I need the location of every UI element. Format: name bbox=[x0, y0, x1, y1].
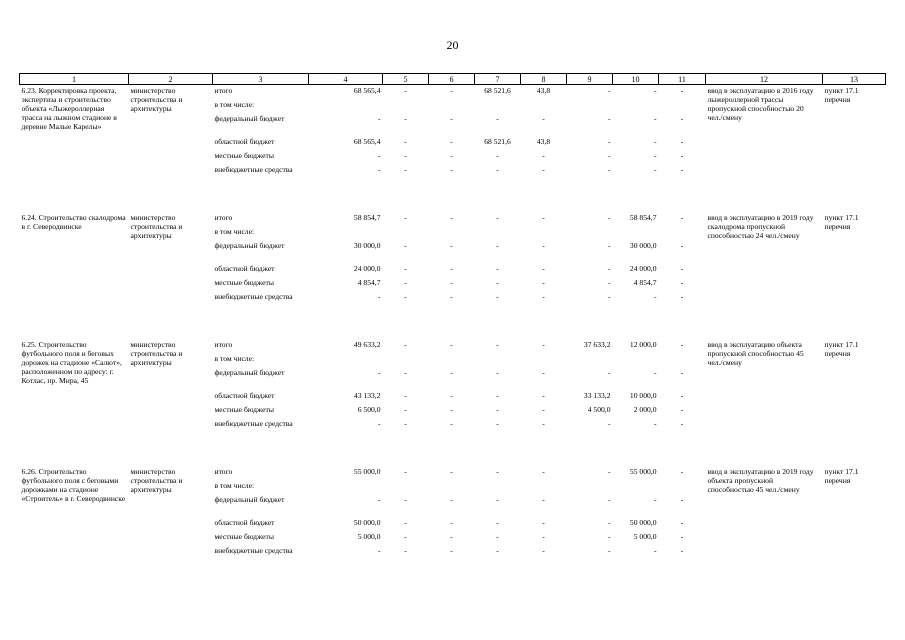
amount-cell: - bbox=[653, 368, 657, 377]
amount-cell: - bbox=[404, 391, 407, 400]
funding-source-label: в том числе: bbox=[214, 354, 255, 363]
amount-cell: - bbox=[450, 292, 453, 301]
column-header: 9 bbox=[567, 74, 613, 85]
amount-cell: - bbox=[404, 467, 407, 476]
amount-cell: - bbox=[542, 213, 545, 222]
amount-cell: - bbox=[680, 264, 684, 273]
amount-cell: - bbox=[607, 151, 611, 160]
amount-cell: - bbox=[680, 114, 684, 123]
funding-source-label: внебюджетные средства bbox=[214, 165, 293, 174]
amount-cell bbox=[567, 226, 613, 240]
amount-cell: - bbox=[680, 241, 684, 250]
funding-source-label: областной бюджет bbox=[214, 391, 275, 400]
amount-cell: - bbox=[404, 532, 407, 541]
column-number-header-row bbox=[20, 74, 886, 85]
amount-cell bbox=[567, 353, 613, 367]
amount-cell: 4 500,0 bbox=[587, 405, 611, 414]
amount-cell: - bbox=[404, 114, 407, 123]
amount-cell: - bbox=[680, 151, 684, 160]
amount-cell: - bbox=[377, 419, 381, 428]
amount-cell: 55 000,0 bbox=[353, 467, 381, 476]
amount-cell bbox=[613, 353, 659, 367]
section-spacer bbox=[20, 314, 886, 339]
amount-cell: - bbox=[496, 368, 499, 377]
amount-cell: - bbox=[377, 495, 381, 504]
amount-cell: - bbox=[607, 137, 611, 146]
funding-source-label: итого bbox=[214, 467, 233, 476]
amount-cell: - bbox=[542, 278, 545, 287]
amount-cell: - bbox=[542, 114, 545, 123]
amount-cell: - bbox=[496, 114, 499, 123]
amount-cell: - bbox=[404, 340, 407, 349]
column-header: 8 bbox=[521, 74, 567, 85]
amount-cell: 68 521,6 bbox=[484, 137, 511, 146]
amount-cell: 33 133,2 bbox=[583, 391, 611, 400]
amount-cell: - bbox=[542, 518, 545, 527]
funding-source-label: местные бюджеты bbox=[214, 278, 274, 287]
program-table bbox=[19, 73, 886, 568]
amount-cell: - bbox=[496, 419, 499, 428]
amount-cell: - bbox=[450, 495, 453, 504]
funding-source-label: федеральный бюджет bbox=[214, 114, 285, 123]
amount-cell: 2 000,0 bbox=[633, 405, 657, 414]
amount-cell: - bbox=[680, 391, 684, 400]
amount-cell: 6 500,0 bbox=[357, 405, 381, 414]
amount-cell: - bbox=[496, 213, 499, 222]
amount-cell: - bbox=[404, 241, 407, 250]
amount-cell: - bbox=[653, 151, 657, 160]
funding-source-label: в том числе: bbox=[214, 227, 255, 236]
amount-cell: - bbox=[680, 213, 684, 222]
amount-cell: - bbox=[450, 368, 453, 377]
amount-cell: - bbox=[404, 292, 407, 301]
amount-cell: - bbox=[404, 368, 407, 377]
amount-cell bbox=[521, 226, 567, 240]
column-header: 11 bbox=[659, 74, 706, 85]
amount-cell: - bbox=[653, 165, 657, 174]
amount-cell: - bbox=[607, 292, 611, 301]
column-header: 10 bbox=[613, 74, 659, 85]
amount-cell: - bbox=[607, 241, 611, 250]
amount-cell bbox=[613, 226, 659, 240]
amount-cell: - bbox=[653, 86, 657, 95]
amount-cell: - bbox=[496, 467, 499, 476]
amount-cell: 43 133,2 bbox=[353, 391, 381, 400]
table-row bbox=[20, 85, 886, 100]
amount-cell: 58 854,7 bbox=[353, 213, 381, 222]
funding-source-label: федеральный бюджет bbox=[214, 368, 285, 377]
amount-cell: - bbox=[404, 405, 407, 414]
amount-cell bbox=[429, 480, 475, 494]
funding-source-label: итого bbox=[214, 213, 233, 222]
amount-cell: - bbox=[496, 165, 499, 174]
amount-cell: - bbox=[680, 340, 684, 349]
column-header: 13 bbox=[823, 74, 886, 85]
amount-cell: 5 000,0 bbox=[357, 532, 381, 541]
funding-source-label: внебюджетные средства bbox=[214, 546, 293, 555]
column-header: 12 bbox=[706, 74, 823, 85]
amount-cell: - bbox=[542, 165, 545, 174]
amount-cell: - bbox=[680, 292, 684, 301]
amount-cell bbox=[521, 480, 567, 494]
amount-cell: 37 633,2 bbox=[583, 340, 611, 349]
amount-cell: - bbox=[542, 368, 545, 377]
amount-cell: - bbox=[450, 419, 453, 428]
amount-cell: 43,8 bbox=[536, 86, 551, 95]
amount-cell bbox=[383, 480, 429, 494]
amount-cell: - bbox=[680, 467, 684, 476]
amount-cell bbox=[613, 480, 659, 494]
amount-cell: - bbox=[377, 368, 381, 377]
amount-cell: - bbox=[404, 495, 407, 504]
amount-cell: 43,8 bbox=[536, 137, 551, 146]
amount-cell bbox=[521, 99, 567, 113]
amount-cell: - bbox=[404, 518, 407, 527]
amount-cell: 68 521,6 bbox=[484, 86, 511, 95]
amount-cell: 10 000,0 bbox=[629, 391, 657, 400]
amount-cell: - bbox=[653, 137, 657, 146]
amount-cell: - bbox=[542, 546, 545, 555]
section-title: 6.25. Строительство футбольного поля и беговых дорожек на стадионе «Салют», расположенном по адресу: г. Котлас, пр. Мира, 45 bbox=[21, 340, 122, 385]
amount-cell: 50 000,0 bbox=[353, 518, 381, 527]
funding-source-label: в том числе: bbox=[214, 481, 255, 490]
executor: министерство строительства и архитектуры bbox=[130, 86, 183, 113]
amount-cell: - bbox=[542, 292, 545, 301]
amount-cell: 5 000,0 bbox=[633, 532, 657, 541]
amount-cell: 68 565,4 bbox=[353, 86, 381, 95]
amount-cell: - bbox=[450, 467, 453, 476]
amount-cell: 49 633,2 bbox=[353, 340, 381, 349]
amount-cell: - bbox=[496, 292, 499, 301]
amount-cell: - bbox=[653, 546, 657, 555]
amount-cell: - bbox=[496, 151, 499, 160]
amount-cell: - bbox=[680, 419, 684, 428]
amount-cell: - bbox=[542, 419, 545, 428]
amount-cell: - bbox=[607, 532, 611, 541]
amount-cell bbox=[309, 99, 383, 113]
amount-cell bbox=[475, 99, 521, 113]
amount-cell: - bbox=[607, 278, 611, 287]
amount-cell: - bbox=[450, 546, 453, 555]
column-header: 7 bbox=[475, 74, 521, 85]
amount-cell: 4 854,7 bbox=[357, 278, 381, 287]
amount-cell: - bbox=[450, 213, 453, 222]
funding-source-label: областной бюджет bbox=[214, 264, 275, 273]
amount-cell bbox=[429, 226, 475, 240]
table-row bbox=[20, 466, 886, 480]
amount-cell bbox=[429, 353, 475, 367]
amount-cell: - bbox=[496, 391, 499, 400]
amount-cell bbox=[309, 353, 383, 367]
funding-source-label: внебюджетные средства bbox=[214, 419, 293, 428]
column-header: 3 bbox=[213, 74, 309, 85]
amount-cell bbox=[659, 226, 706, 240]
amount-cell: 4 854,7 bbox=[633, 278, 657, 287]
amount-cell: - bbox=[607, 495, 611, 504]
amount-cell: - bbox=[496, 340, 499, 349]
amount-cell: - bbox=[496, 264, 499, 273]
amount-cell: - bbox=[607, 264, 611, 273]
amount-cell: 24 000,0 bbox=[353, 264, 381, 273]
section-title: 6.23. Корректировка проекта, экспертиза и строительство объекта «Лыжероллерная трасса на лыжном стадионе в деревне Малые Карелы» bbox=[21, 86, 117, 131]
amount-cell: - bbox=[496, 495, 499, 504]
amount-cell: - bbox=[450, 137, 453, 146]
amount-cell: - bbox=[377, 151, 381, 160]
amount-cell: - bbox=[496, 532, 499, 541]
amount-cell: - bbox=[496, 241, 499, 250]
amount-cell: - bbox=[680, 546, 684, 555]
amount-cell: - bbox=[496, 546, 499, 555]
amount-cell bbox=[659, 99, 706, 113]
amount-cell: - bbox=[377, 165, 381, 174]
amount-cell bbox=[613, 99, 659, 113]
amount-cell: - bbox=[542, 467, 545, 476]
column-header: 2 bbox=[129, 74, 213, 85]
page-number: 20 bbox=[446, 38, 459, 52]
amount-cell: - bbox=[680, 405, 684, 414]
expected-outcome: ввод в эксплуатацию в 2019 году объекта пропускной способностью 45 чел./смену bbox=[707, 467, 814, 494]
amount-cell bbox=[475, 480, 521, 494]
amount-cell bbox=[521, 353, 567, 367]
amount-cell: - bbox=[542, 151, 545, 160]
amount-cell: - bbox=[607, 546, 611, 555]
amount-cell: - bbox=[542, 340, 545, 349]
amount-cell: 30 000,0 bbox=[629, 241, 657, 250]
funding-source-label: итого bbox=[214, 340, 233, 349]
executor: министерство строительства и архитектуры bbox=[130, 340, 183, 367]
amount-cell: - bbox=[450, 518, 453, 527]
executor: министерство строительства и архитектуры bbox=[130, 213, 183, 240]
amount-cell: - bbox=[607, 114, 611, 123]
amount-cell: - bbox=[404, 419, 407, 428]
amount-cell: - bbox=[450, 264, 453, 273]
funding-source-label: в том числе: bbox=[214, 100, 255, 109]
table-row bbox=[20, 212, 886, 226]
amount-cell: - bbox=[680, 518, 684, 527]
amount-cell: - bbox=[653, 419, 657, 428]
section-title: 6.24. Строительство скалодрома в г. Северодвинске bbox=[21, 213, 126, 231]
table-body bbox=[20, 85, 886, 569]
spacer-cell bbox=[20, 441, 886, 466]
amount-cell: - bbox=[653, 495, 657, 504]
amount-cell bbox=[659, 353, 706, 367]
amount-cell bbox=[475, 226, 521, 240]
amount-cell: - bbox=[542, 241, 545, 250]
section-spacer bbox=[20, 187, 886, 212]
column-header: 6 bbox=[429, 74, 475, 85]
amount-cell: - bbox=[450, 391, 453, 400]
funding-source-label: федеральный бюджет bbox=[214, 241, 285, 250]
executor: министерство строительства и архитектуры bbox=[130, 467, 183, 494]
expected-outcome: ввод в эксплуатацию в 2016 году лыжероллерной трассы пропускной способностью 20 чел./смену bbox=[707, 86, 814, 122]
amount-cell: - bbox=[542, 532, 545, 541]
amount-cell bbox=[383, 353, 429, 367]
column-header: 1 bbox=[20, 74, 129, 85]
funding-source-label: местные бюджеты bbox=[214, 151, 274, 160]
amount-cell bbox=[309, 226, 383, 240]
amount-cell: - bbox=[450, 278, 453, 287]
funding-source-label: областной бюджет bbox=[214, 518, 275, 527]
amount-cell: - bbox=[450, 532, 453, 541]
funding-source-label: внебюджетные средства bbox=[214, 292, 293, 301]
amount-cell: - bbox=[542, 391, 545, 400]
amount-cell: - bbox=[404, 151, 407, 160]
amount-cell: - bbox=[496, 518, 499, 527]
section-title: 6.26. Строительство футбольного поля с беговыми дорожками на стадионе «Строитель» в г. Северодвинске bbox=[21, 467, 126, 503]
amount-cell: - bbox=[404, 165, 407, 174]
amount-cell: 55 000,0 bbox=[629, 467, 657, 476]
amount-cell: - bbox=[377, 546, 381, 555]
reference: пункт 17.1 перечня bbox=[824, 86, 859, 104]
amount-cell: - bbox=[496, 405, 499, 414]
amount-cell: - bbox=[450, 165, 453, 174]
expected-outcome: ввод в эксплуатацию в 2019 году скалодрома пропускной способностью 24 чел./смену bbox=[707, 213, 814, 240]
amount-cell: - bbox=[653, 114, 657, 123]
funding-source-label: местные бюджеты bbox=[214, 532, 274, 541]
column-header: 5 bbox=[383, 74, 429, 85]
amount-cell: - bbox=[680, 137, 684, 146]
amount-cell: - bbox=[542, 495, 545, 504]
expected-outcome: ввод в эксплуатацию объекта пропускной способностью 45 чел./смену bbox=[707, 340, 804, 367]
amount-cell: - bbox=[653, 292, 657, 301]
funding-source-label: местные бюджеты bbox=[214, 405, 274, 414]
spacer-cell bbox=[20, 187, 886, 212]
funding-source-label: областной бюджет bbox=[214, 137, 275, 146]
amount-cell: - bbox=[377, 292, 381, 301]
amount-cell: - bbox=[377, 114, 381, 123]
column-header: 4 bbox=[309, 74, 383, 85]
amount-cell: - bbox=[404, 278, 407, 287]
amount-cell: - bbox=[607, 419, 611, 428]
amount-cell: - bbox=[404, 137, 407, 146]
amount-cell: 68 565,4 bbox=[353, 137, 381, 146]
amount-cell: - bbox=[450, 151, 453, 160]
amount-cell: - bbox=[680, 278, 684, 287]
amount-cell: - bbox=[607, 165, 611, 174]
amount-cell: 30 000,0 bbox=[353, 241, 381, 250]
amount-cell: - bbox=[450, 340, 453, 349]
amount-cell: - bbox=[450, 86, 453, 95]
amount-cell bbox=[475, 353, 521, 367]
amount-cell bbox=[659, 480, 706, 494]
amount-cell: - bbox=[450, 114, 453, 123]
amount-cell: - bbox=[404, 546, 407, 555]
amount-cell: - bbox=[680, 532, 684, 541]
amount-cell bbox=[429, 99, 475, 113]
amount-cell bbox=[383, 226, 429, 240]
amount-cell: - bbox=[404, 213, 407, 222]
amount-cell: - bbox=[680, 165, 684, 174]
amount-cell: 24 000,0 bbox=[629, 264, 657, 273]
amount-cell: 50 000,0 bbox=[629, 518, 657, 527]
amount-cell: - bbox=[607, 467, 611, 476]
amount-cell: - bbox=[680, 368, 684, 377]
table-row bbox=[20, 339, 886, 353]
reference: пункт 17.1 перечня bbox=[824, 467, 859, 485]
reference: пункт 17.1 перечня bbox=[824, 213, 859, 231]
reference: пункт 17.1 перечня bbox=[824, 340, 859, 358]
amount-cell: - bbox=[607, 86, 611, 95]
funding-source-label: федеральный бюджет bbox=[214, 495, 285, 504]
amount-cell: - bbox=[607, 368, 611, 377]
funding-source-label: итого bbox=[214, 86, 233, 95]
amount-cell bbox=[567, 99, 613, 113]
amount-cell: - bbox=[404, 264, 407, 273]
amount-cell: - bbox=[542, 264, 545, 273]
amount-cell: - bbox=[607, 518, 611, 527]
amount-cell: - bbox=[450, 241, 453, 250]
amount-cell bbox=[383, 99, 429, 113]
amount-cell: - bbox=[680, 86, 684, 95]
amount-cell bbox=[567, 480, 613, 494]
spacer-cell bbox=[20, 314, 886, 339]
amount-cell: 58 854,7 bbox=[629, 213, 657, 222]
amount-cell: - bbox=[542, 405, 545, 414]
amount-cell bbox=[309, 480, 383, 494]
amount-cell: - bbox=[404, 86, 407, 95]
amount-cell: - bbox=[496, 278, 499, 287]
amount-cell: - bbox=[450, 405, 453, 414]
amount-cell: - bbox=[607, 213, 611, 222]
amount-cell: 12 000,0 bbox=[629, 340, 657, 349]
section-spacer bbox=[20, 441, 886, 466]
amount-cell: - bbox=[680, 495, 684, 504]
